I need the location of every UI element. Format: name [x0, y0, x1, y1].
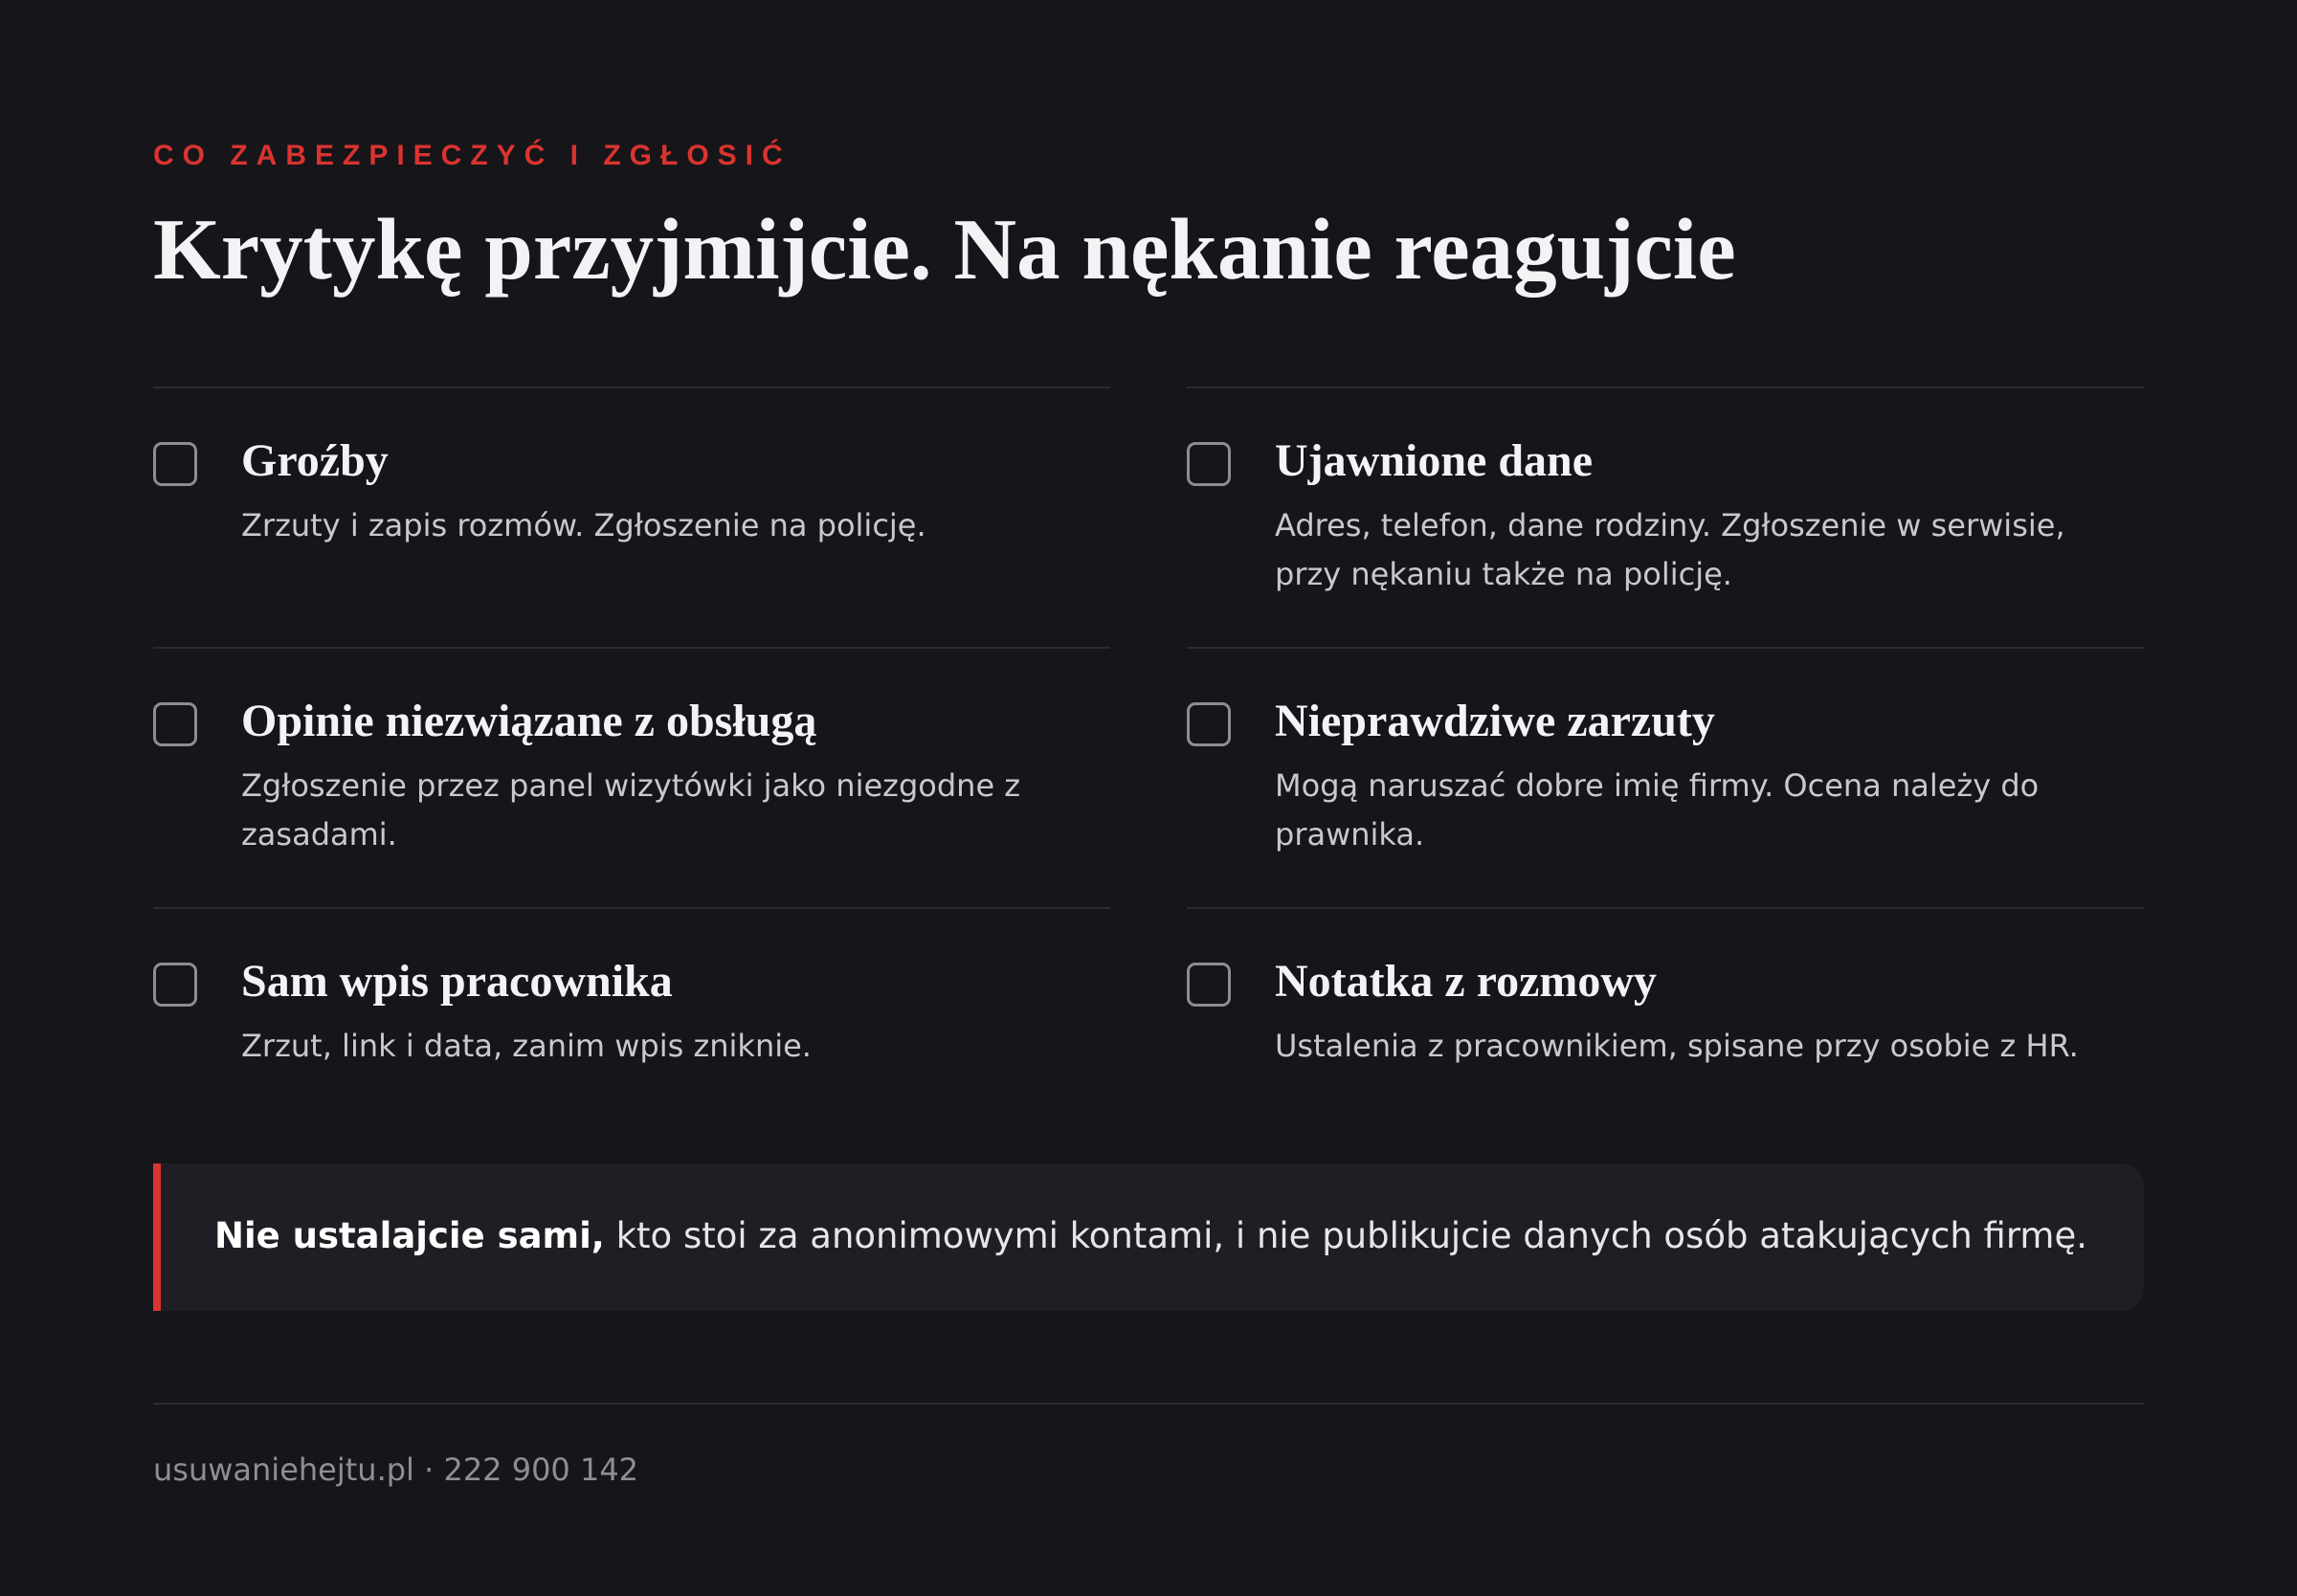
- checkbox[interactable]: [1187, 702, 1231, 746]
- checklist-item-description: Mogą naruszać dobre imię firmy. Ocena należy do prawnika.: [1275, 767, 2040, 853]
- checklist-item-title: Groźby: [241, 435, 389, 486]
- checkbox[interactable]: [153, 442, 197, 486]
- checklist-item-title: Ujawnione dane: [1275, 435, 1594, 486]
- checkbox[interactable]: [1187, 963, 1231, 1007]
- checklist-item-nieprawdziwe-zarzuty: [1187, 647, 2144, 907]
- checklist-grid: [153, 387, 2144, 1087]
- checklist-item-title: Opinie niezwiązane z obsługą: [241, 696, 817, 746]
- checklist-item-grozby: [153, 387, 1110, 647]
- footer-contact: usuwaniehejtu.pl · 222 900 142: [153, 1452, 639, 1488]
- checklist-item-description: Ustalenia z pracownikiem, spisane przy osobie z HR.: [1275, 1028, 2079, 1064]
- checklist-item-description: Adres, telefon, dane rodziny. Zgłoszenie w serwisie, przy nękaniu także na policję.: [1275, 507, 2065, 592]
- callout-body: kto stoi za anonimowymi kontami, i nie publikujcie danych osób atakujących firmę.: [604, 1215, 2087, 1256]
- checklist-item-title: Nieprawdziwe zarzuty: [1275, 696, 1715, 746]
- checklist-item-title: Sam wpis pracownika: [241, 956, 673, 1007]
- footer-divider: [153, 1403, 2144, 1405]
- checklist-item-ujawnione-dane: [1187, 387, 2144, 647]
- checklist-item-opinie-niezwiazane: [153, 647, 1110, 907]
- checklist-item-description: Zrzut, link i data, zanim wpis zniknie.: [241, 1028, 812, 1064]
- section-eyebrow: CO ZABEZPIECZYĆ I ZGŁOSIĆ: [153, 140, 792, 171]
- page-title: Krytykę przyjmijcie. Na nękanie reagujcie: [153, 201, 1736, 298]
- checkbox[interactable]: [153, 702, 197, 746]
- checklist-item-description: Zrzuty i zapis rozmów. Zgłoszenie na policję.: [241, 507, 926, 543]
- callout-bold-lead: Nie ustalajcie sami,: [214, 1215, 605, 1256]
- warning-callout: [153, 1164, 2144, 1311]
- checklist-item-description: Zgłoszenie przez panel wizytówki jako niezgodne z zasadami.: [241, 767, 1021, 853]
- checkbox[interactable]: [153, 963, 197, 1007]
- checklist-item-title: Notatka z rozmowy: [1275, 956, 1658, 1007]
- callout-text: [214, 1211, 2087, 1261]
- checklist-item-notatka: [1187, 907, 2144, 1167]
- checklist-item-sam-wpis: [153, 907, 1110, 1167]
- checkbox[interactable]: [1187, 442, 1231, 486]
